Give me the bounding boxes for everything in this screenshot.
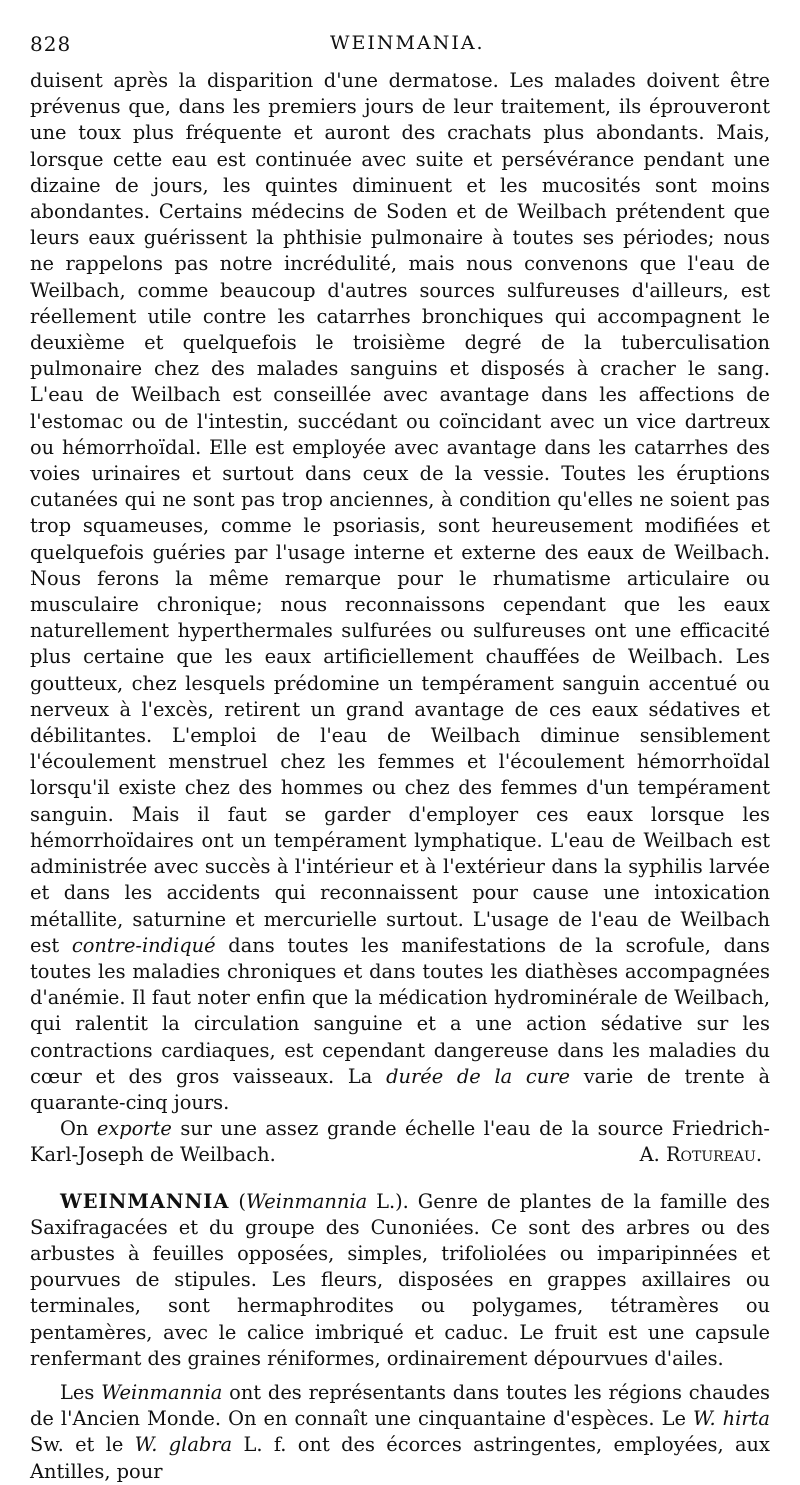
text-run: Sw. et le [30,1433,135,1457]
text-run: dans toutes les manifestations de la scrofule, dans toutes les maladies chroniques et dans toutes les diathèses accompagnées d'anémie. Il faut noter enfin que la médication hydrominérale de Weilbach, qui ralentit la circulation sanguine et a une action sédative sur les contractions cardiaques, est cependant dangereuse dans les maladies du cœur et des gros vaisseaux. La [30,933,770,1088]
emphasis: exporte [96,1117,172,1141]
continuation-text [30,68,770,1169]
text-run: ( [229,1189,246,1213]
author-signature: A. Rotureau. [639,1143,762,1167]
article-weinmannia [30,1189,770,1485]
page-number: 828 [30,32,72,56]
running-title: WEINMANIA. [330,32,485,54]
emphasis: durée de la cure [386,1064,571,1088]
text-run: Genre de plantes de la famille des Saxifragacées et du groupe des Cunoniées. Ce sont des arbres ou des arbustes à feuilles opposées, simples, trifoliolées ou imparipinnées et pourvues de stipules. Les fleurs, disposées en grappes axillaires ou terminales, sont hermaphrodites ou polygames, tétramères ou pentamères, avec le calice imbriqué et caduc. Le fruit est une capsule renfermant des graines réniformes, ordinairement dépourvues d'ailes. [30,1189,770,1370]
page-header [30,28,770,68]
paragraph [30,1380,770,1485]
paragraph [30,68,770,1116]
emphasis: contre-indiqué [71,933,216,957]
text-run: Les [60,1380,102,1404]
emphasis: Weinmannia [101,1380,223,1404]
emphasis: W. glabra [134,1433,233,1457]
headword: WEINMANNIA [60,1189,230,1213]
emphasis: W. hirta [692,1407,770,1431]
latin-name: Weinmannia [245,1189,368,1213]
page [30,28,770,1485]
text-run: L. f. ont des écorces astringentes, employées, aux Antilles, pour [30,1433,770,1483]
text-run: ont des représentants dans toutes les régions chaudes de l'Ancien Monde. On en connaît une cinquantaine d'espèces. Le [30,1380,770,1431]
text-run: sur une assez grande échelle l'eau de la source Friedrich-Karl-Joseph de Weilbach. [30,1117,770,1167]
text-run: varie de trente à quarante-cinq jours. [30,1064,770,1114]
definition-paragraph [30,1189,770,1372]
text-run: On [60,1117,97,1141]
text-run: L.). [367,1189,409,1213]
paragraph [30,1116,770,1168]
text-run: duisent après la disparition d'une dermatose. Les malades doivent être prévenus que, dans les premiers jours de leur traitement, ils éprouveront une toux plus fréquente et auront des crachats plus abondants. Mais, lorsque cette eau est continuée avec suite et persévérance pendant une dizaine de jours, les quintes diminuent et les mucosités sont moins abondantes. Certains médecins de Soden et de Weilbach prétendent que leurs eaux guérissent la phthisie pulmonaire à toutes ses périodes; nous ne rappelons pas notre incrédulité, mais nous convenons que l'eau de Weilbach, comme beaucoup d'autres sources sulfureuses d'ailleurs, est réellement utile contre les catarrhes bronchiques qui accompagnent le deuxième et quelquefois le troisième degré de la tuberculisation pulmonaire chez des malades sanguins et disposés à cracher le sang. L'eau de Weilbach est conseillée avec avantage dans les affections de l'estomac ou de l'intestin, succédant ou coïncidant avec un vice dartreux ou hémorrhoïdal. Elle est employée avec avantage dans les catarrhes des voies urinaires et surtout dans ceux de la vessie. Toutes les éruptions cutanées qui ne sont pas trop anciennes, à condition qu'elles ne soient pas trop squameuses, comme le psoriasis, sont heureusement modifiées et quelquefois guéries par l'usage interne et externe des eaux de Weilbach. Nous ferons la même remarque pour le rhumatisme articulaire ou musculaire chronique; nous reconnaissons cependant que les eaux naturellement hyperthermales sulfurées ou sulfureuses ont une efficacité plus certaine que les eaux artificiellement chauffées de Weilbach. Les goutteux, chez lesquels prédomine un tempérament sanguin accentué ou nerveux à l'excès, retirent un grand avantage de ces eaux sédatives et débilitantes. L'emploi de l'eau de Weilbach diminue sensiblement l'écoulement menstruel chez les femmes et l'écoulement hémorrhoïdal lorsqu'il existe chez des hommes ou chez des femmes d'un tempérament sanguin. Mais il faut se garder d'employer ces eaux lorsque les hémorrhoïdaires ont un tempérament lymphatique. L'eau de Weilbach est administrée avec succès à l'intérieur et à l'extérieur dans la syphilis larvée et dans les accidents qui reconnaissent pour cause une intoxication métallite, saturnine et mercurielle surtout. L'usage de l'eau de Weilbach est [30,69,770,957]
